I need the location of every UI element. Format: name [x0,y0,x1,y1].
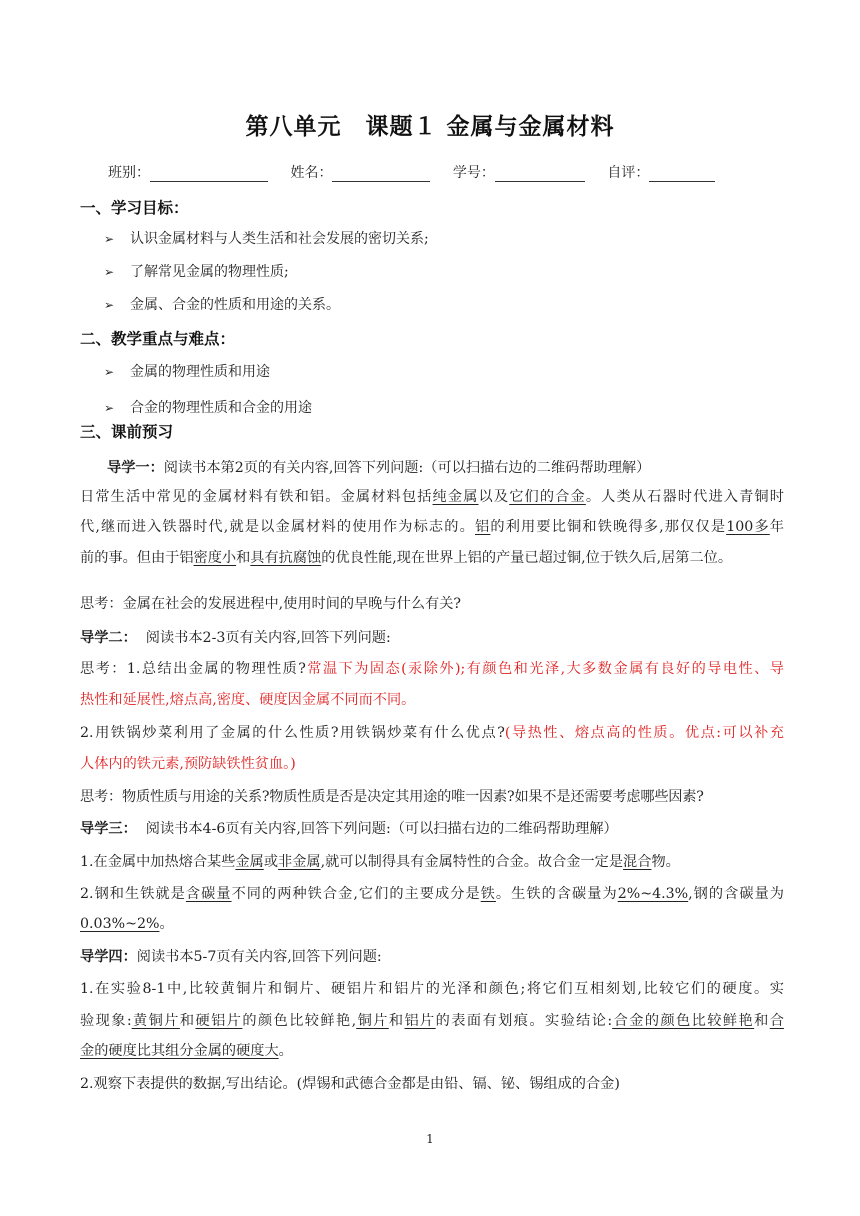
guide2-intro: 导学二： 阅读书本2-3页有关内容,回答下列问题: [80,630,391,646]
student-id-blank[interactable] [495,167,585,182]
guide3-line3: 0.03%~2%。 [80,916,174,932]
name-blank[interactable] [332,167,430,182]
arrow-bullet-icon: ➢ [104,232,115,246]
guide1-line3: 前的事。但由于铝密度小和具有抗腐蚀的优良性能,现在世界上铝的产量已超过铜,位于铁久后,居第二位。 [80,550,733,566]
page-title: 第八单元 课题１ 金属与金属材料 [245,114,615,140]
section-heading-goals: 一、学习目标： [80,199,189,217]
arrow-bullet-icon: ➢ [104,265,115,279]
guide3-line2: 2.钢和生铁就是含碳量不同的两种铁合金,它们的主要成分是铁。生铁的含碳量为2%~4.3%,钢的含碳量为 [80,886,784,902]
guide2-a1-cont: 热性和延展性,熔点高,密度、硬度因金属不同而不同。 [80,692,416,708]
class-field: 班别： [108,162,268,182]
self-eval-field: 自评： [607,162,715,182]
goal-item: ➢ 认识金属材料与人类生活和社会发展的密切关系; [104,231,429,247]
guide4-q2: 2.观察下表提供的数据,写出结论。(焊锡和武德合金都是由铅、镉、铋、锡组成的合金) [80,1076,620,1092]
guide3-intro: 导学三： 阅读书本4-6页有关内容,回答下列问题:（可以扫描右边的二维码帮助理解） [80,821,618,837]
goal-item: ➢ 金属、合金的性质和用途的关系。 [104,297,340,313]
guide4-line3: 金的硬度比其组分金属的硬度大。 [80,1043,293,1059]
guide1-line1: 日常生活中常见的金属材料有铁和铝。金属材料包括纯金属以及它们的合金。人类从石器时代进入青铜时 [80,489,784,505]
arrow-bullet-icon: ➢ [104,401,115,415]
goal-item: ➢ 了解常见金属的物理性质; [104,264,289,280]
guide2-q1: 思考：1.总结出金属的物理性质?常温下为固态(汞除外);有颜色和光泽,大多数金属有良好的导电性、导 [80,661,784,677]
guide3-line1: 1.在金属中加热熔合某些金属或非金属,就可以制得具有金属特性的合金。故合金一定是混合物。 [80,854,680,870]
arrow-bullet-icon: ➢ [104,365,115,379]
guide1-line2: 代,继而进入铁器时代,就是以金属材料的使用作为标志的。铝的利用要比铜和铁晚得多,那仅仅是100多年 [80,519,784,535]
self-eval-blank[interactable] [649,167,715,182]
key-point-item: ➢ 金属的物理性质和用途 [104,364,270,380]
guide4-intro: 导学四：阅读书本5-7页有关内容,回答下列问题: [80,949,382,965]
class-blank[interactable] [150,167,268,182]
guide2-q2: 2.用铁锅炒菜利用了金属的什么性质?用铁锅炒菜有什么优点?(导热性、熔点高的性质。优点:可以补充 [80,725,784,741]
student-info-row [108,162,725,182]
arrow-bullet-icon: ➢ [104,298,115,312]
guide2-think: 思考：物质性质与用途的关系?物质性质是否是决定其用途的唯一因素?如果不是还需要考虑哪些因素? [80,789,704,805]
page-number: 1 [426,1132,434,1146]
name-field: 姓名： [290,162,430,182]
guide1-think: 思考：金属在社会的发展进程中,使用时间的早晚与什么有关? [80,596,461,612]
section-heading-key-points: 二、教学重点与难点： [80,330,236,348]
guide4-line2: 验现象:黄铜片和硬铝片的颜色比较鲜艳,铜片和铝片的表面有划痕。实验结论:合金的颜色比较鲜艳和合 [80,1013,784,1029]
guide4-line1: 1.在实验8-1中,比较黄铜片和铜片、硬铝片和铝片的光泽和颜色;将它们互相刻划,比较它们的硬度。实 [80,981,784,997]
section-heading-preview: 三、课前预习 [80,423,174,441]
student-id-field: 学号： [453,162,585,182]
guide2-a2-cont: 人体内的铁元素,预防缺铁性贫血。) [80,756,296,772]
key-point-item: ➢ 合金的物理性质和合金的用途 [104,400,312,416]
guide1-intro: 导学一：阅读书本第2页的有关内容,回答下列问题:（可以扫描右边的二维码帮助理解） [107,460,651,476]
